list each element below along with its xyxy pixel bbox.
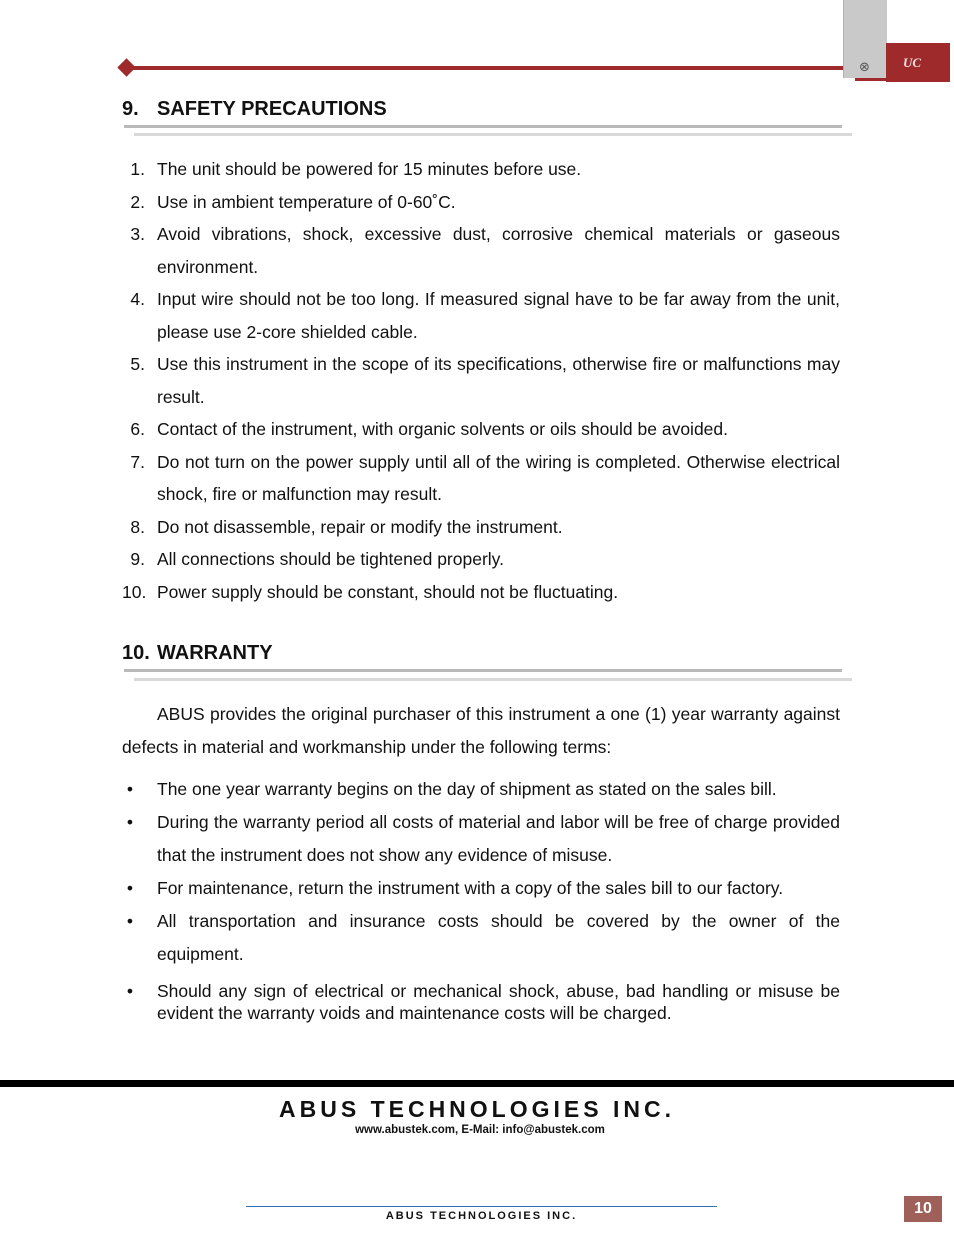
section-number: 10. <box>122 642 150 664</box>
section-heading-safety <box>122 98 387 121</box>
item-number: 9. <box>130 549 145 569</box>
item-text: During the warranty period all costs of material and labor will be free of charge provided that the instrument does not show any evidence of misuse. <box>157 812 840 865</box>
list-item <box>122 773 840 806</box>
item-number: 8. <box>130 516 145 537</box>
item-number: 2. <box>130 191 145 212</box>
section-title: SAFETY PRECAUTIONS <box>157 98 387 120</box>
header-tab <box>886 43 950 82</box>
list-item <box>122 153 840 186</box>
item-text: Use this instrument in the scope of its specifications, otherwise fire or malfunctions may result. <box>157 354 840 407</box>
list-item <box>122 283 840 348</box>
item-text: All connections should be tightened properly. <box>157 549 504 569</box>
bullet: • <box>126 812 134 832</box>
item-text: The one year warranty begins on the day of shipment as stated on the sales bill. <box>157 779 777 799</box>
list-item <box>122 905 840 971</box>
heading-rule <box>124 125 842 128</box>
footer-company-small: ABUS TECHNOLOGIES INC. <box>385 1210 578 1222</box>
item-text: Contact of the instrument, with organic solvents or oils should be avoided. <box>157 419 729 439</box>
list-item <box>122 872 840 905</box>
item-number: 5. <box>130 354 145 374</box>
list-item <box>122 446 840 511</box>
heading-rule-shadow <box>134 133 852 136</box>
list-item <box>122 413 840 446</box>
list-item <box>122 980 840 1024</box>
list-item <box>122 218 840 283</box>
footer-divider <box>246 1206 717 1207</box>
bullet: • <box>126 911 134 931</box>
item-text: All transportation and insurance costs should be covered by the owner of the equipment. <box>157 911 840 964</box>
header-rule <box>128 66 844 70</box>
item-number: 1. <box>130 159 145 179</box>
footer-contact: www.abustek.com, E-Mail: info@abustek.com <box>355 1124 605 1136</box>
header-tab-label: UC <box>902 55 922 70</box>
list-item <box>122 543 840 576</box>
safety-list <box>122 153 840 608</box>
item-text: Input wire should not be too long. If measured signal have to be far away from the unit, please use 2-core shielded cable. <box>157 289 840 342</box>
item-text: Use in ambient temperature of 0-60˚C. <box>157 191 456 212</box>
item-text: Power supply should be constant, should not be fluctuating. <box>157 581 619 602</box>
item-number: 6. <box>130 419 145 439</box>
section-title: WARRANTY <box>157 642 273 664</box>
bullet: • <box>126 878 134 898</box>
circle-x-icon: ⊗ <box>859 60 870 75</box>
bullet: • <box>126 981 134 1001</box>
section-number: 9. <box>122 98 139 120</box>
list-item <box>122 348 840 413</box>
list-item <box>122 576 840 609</box>
list-item <box>122 186 840 219</box>
item-number: 4. <box>130 289 145 309</box>
item-text: The unit should be powered for 15 minutes before use. <box>157 159 582 179</box>
header-tab-underline <box>855 78 887 81</box>
item-text: Do not disassemble, repair or modify the instrument. <box>157 516 563 537</box>
list-item <box>122 511 840 544</box>
section-heading-warranty <box>122 642 273 665</box>
footer-bar <box>0 1080 954 1087</box>
list-item <box>122 806 840 872</box>
heading-rule-shadow <box>134 678 852 681</box>
warranty-intro: ABUS provides the original purchaser of this instrument a one (1) year warranty against defects in material and workmanship under the following terms: <box>122 704 840 757</box>
warranty-terms-list <box>122 773 840 1024</box>
page-number: 10 <box>904 1196 942 1222</box>
item-text: Should any sign of electrical or mechanical shock, abuse, bad handling or misuse be evident the warranty voids and maintenance costs will be charged. <box>157 981 840 1023</box>
item-text: For maintenance, return the instrument with a copy of the sales bill to our factory. <box>157 878 784 898</box>
item-number: 7. <box>130 451 145 472</box>
footer-company-name: ABUS TECHNOLOGIES INC. <box>279 1096 675 1122</box>
bullet: • <box>126 779 134 799</box>
item-text: Avoid vibrations, shock, excessive dust, corrosive chemical materials or gaseous environment. <box>157 224 840 277</box>
heading-rule <box>124 669 842 672</box>
item-text: Do not turn on the power supply until all of the wiring is completed. Otherwise electrical shock, fire or malfunction may result. <box>157 451 840 504</box>
item-number: 10. <box>122 581 147 602</box>
item-number: 3. <box>130 224 145 244</box>
